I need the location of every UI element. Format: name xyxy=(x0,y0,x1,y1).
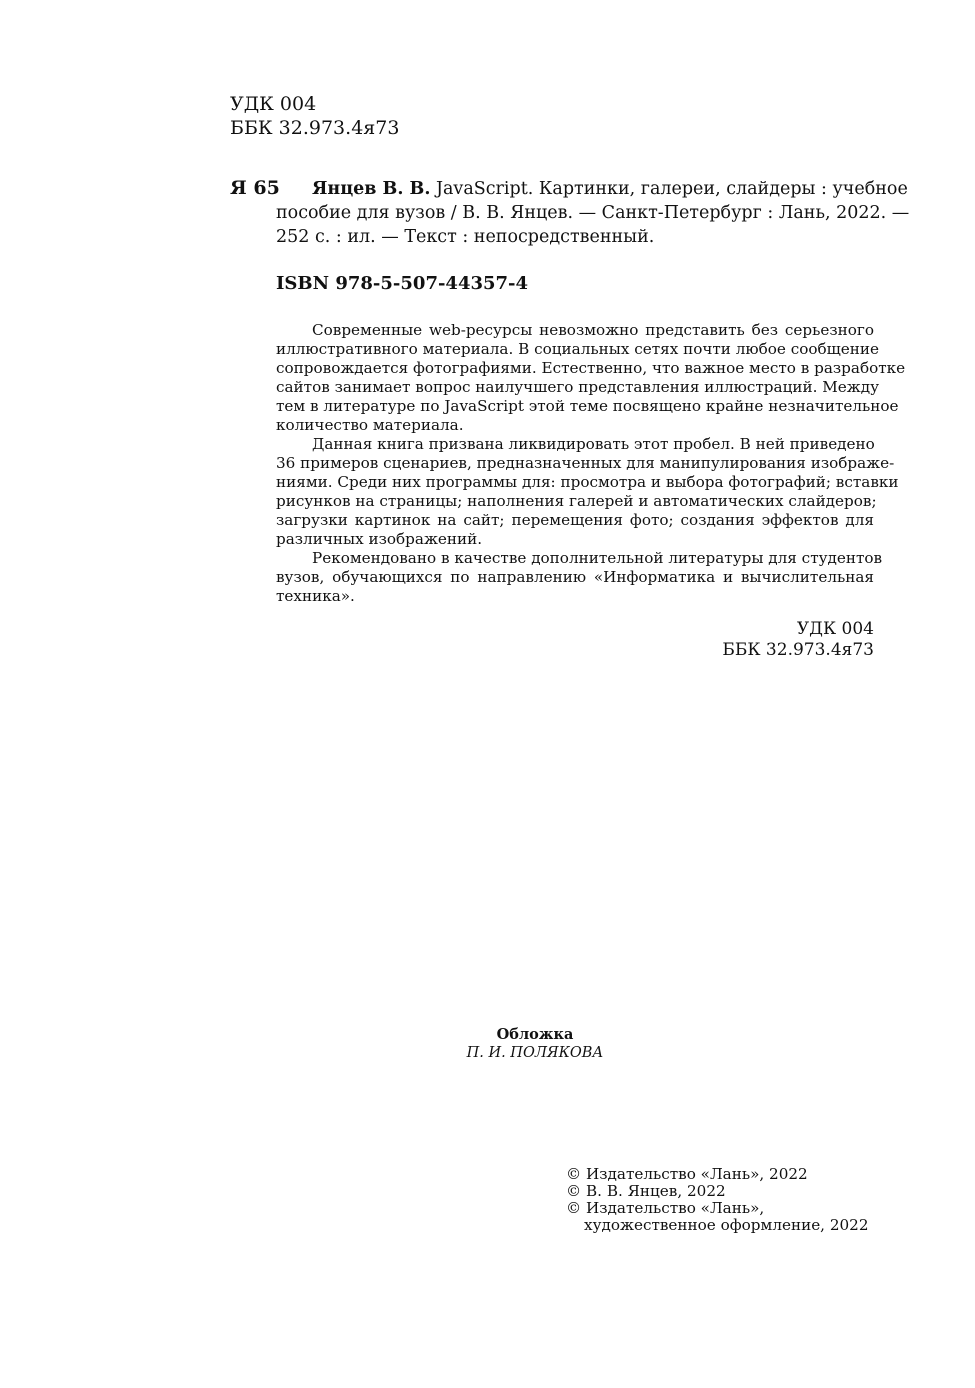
copyright-line: художественное оформление, 2022 xyxy=(584,1216,869,1234)
bbk-code: ББК 32.973.4я73 xyxy=(722,640,874,660)
classification-bottom xyxy=(722,619,874,661)
annotation-line: иллюстративного материала. В социальных сетях почти любое сообщение xyxy=(276,340,879,358)
annotation-line: тем в литературе по JavaScript этой теме посвящено крайне незначительное xyxy=(276,397,899,415)
biblio-line-1 xyxy=(312,177,908,201)
annotation-line: ниями. Среди них программы для: просмотра и выбора фотографий; вставки xyxy=(276,473,899,491)
isbn: ISBN 978-5-507-44357-4 xyxy=(276,273,529,294)
annotation-line: сайтов занимает вопрос наилучшего представления иллюстраций. Между xyxy=(276,378,880,396)
classification-top xyxy=(230,92,399,140)
annotation-line: загрузки картинок на сайт; перемещения фото; создания эффектов для xyxy=(276,511,874,529)
author-name: Янцев В. В. xyxy=(312,179,431,199)
copyright-block xyxy=(566,1166,869,1234)
bbk-code: ББК 32.973.4я73 xyxy=(230,117,400,139)
annotation-line: вузов, обучающихся по направлению «Информатика и вычислительная xyxy=(276,568,874,586)
udk-code: УДК 004 xyxy=(796,619,874,639)
annotation-line: Рекомендовано в качестве дополнительной литературы для студентов xyxy=(312,549,883,567)
biblio-line-3: 252 с. : ил. — Текст : непосредственный. xyxy=(276,227,655,247)
annotation-line: техника». xyxy=(276,587,355,605)
annotation-line: Современные web-ресурсы невозможно представить без серьезного xyxy=(312,321,874,339)
book-title: JavaScript. Картинки, галереи, слайдеры : учебное xyxy=(430,179,908,199)
annotation-line: сопровождается фотографиями. Естественно, что важное место в разработке xyxy=(276,359,906,377)
annotation-line: различных изображений. xyxy=(276,530,483,548)
bibliographic-record xyxy=(276,177,910,249)
cover-credit xyxy=(0,1026,975,1062)
annotation-line: 36 примеров сценариев, предназначенных для манипулирования изображе- xyxy=(276,454,895,472)
copyright-line: © Издательство «Лань», 2022 xyxy=(566,1165,808,1183)
catalog-code: Я 65 xyxy=(230,177,280,199)
udk-code: УДК 004 xyxy=(230,93,317,115)
cover-credit-name: П. И. ПОЛЯКОВА xyxy=(466,1045,604,1061)
cover-credit-title: Обложка xyxy=(496,1026,574,1043)
copyright-line: © В. В. Янцев, 2022 xyxy=(566,1182,726,1200)
annotation-line: количество материала. xyxy=(276,416,464,434)
biblio-line-2: пособие для вузов / В. В. Янцев. — Санкт-Петербург : Лань, 2022. — xyxy=(276,203,910,223)
annotation xyxy=(276,321,906,606)
copyright-line: © Издательство «Лань», xyxy=(566,1199,765,1217)
annotation-line: рисунков на страницы; наполнения галерей и автоматических слайдеров; xyxy=(276,492,877,510)
annotation-line: Данная книга призвана ликвидировать этот пробел. В ней приведено xyxy=(312,435,875,453)
